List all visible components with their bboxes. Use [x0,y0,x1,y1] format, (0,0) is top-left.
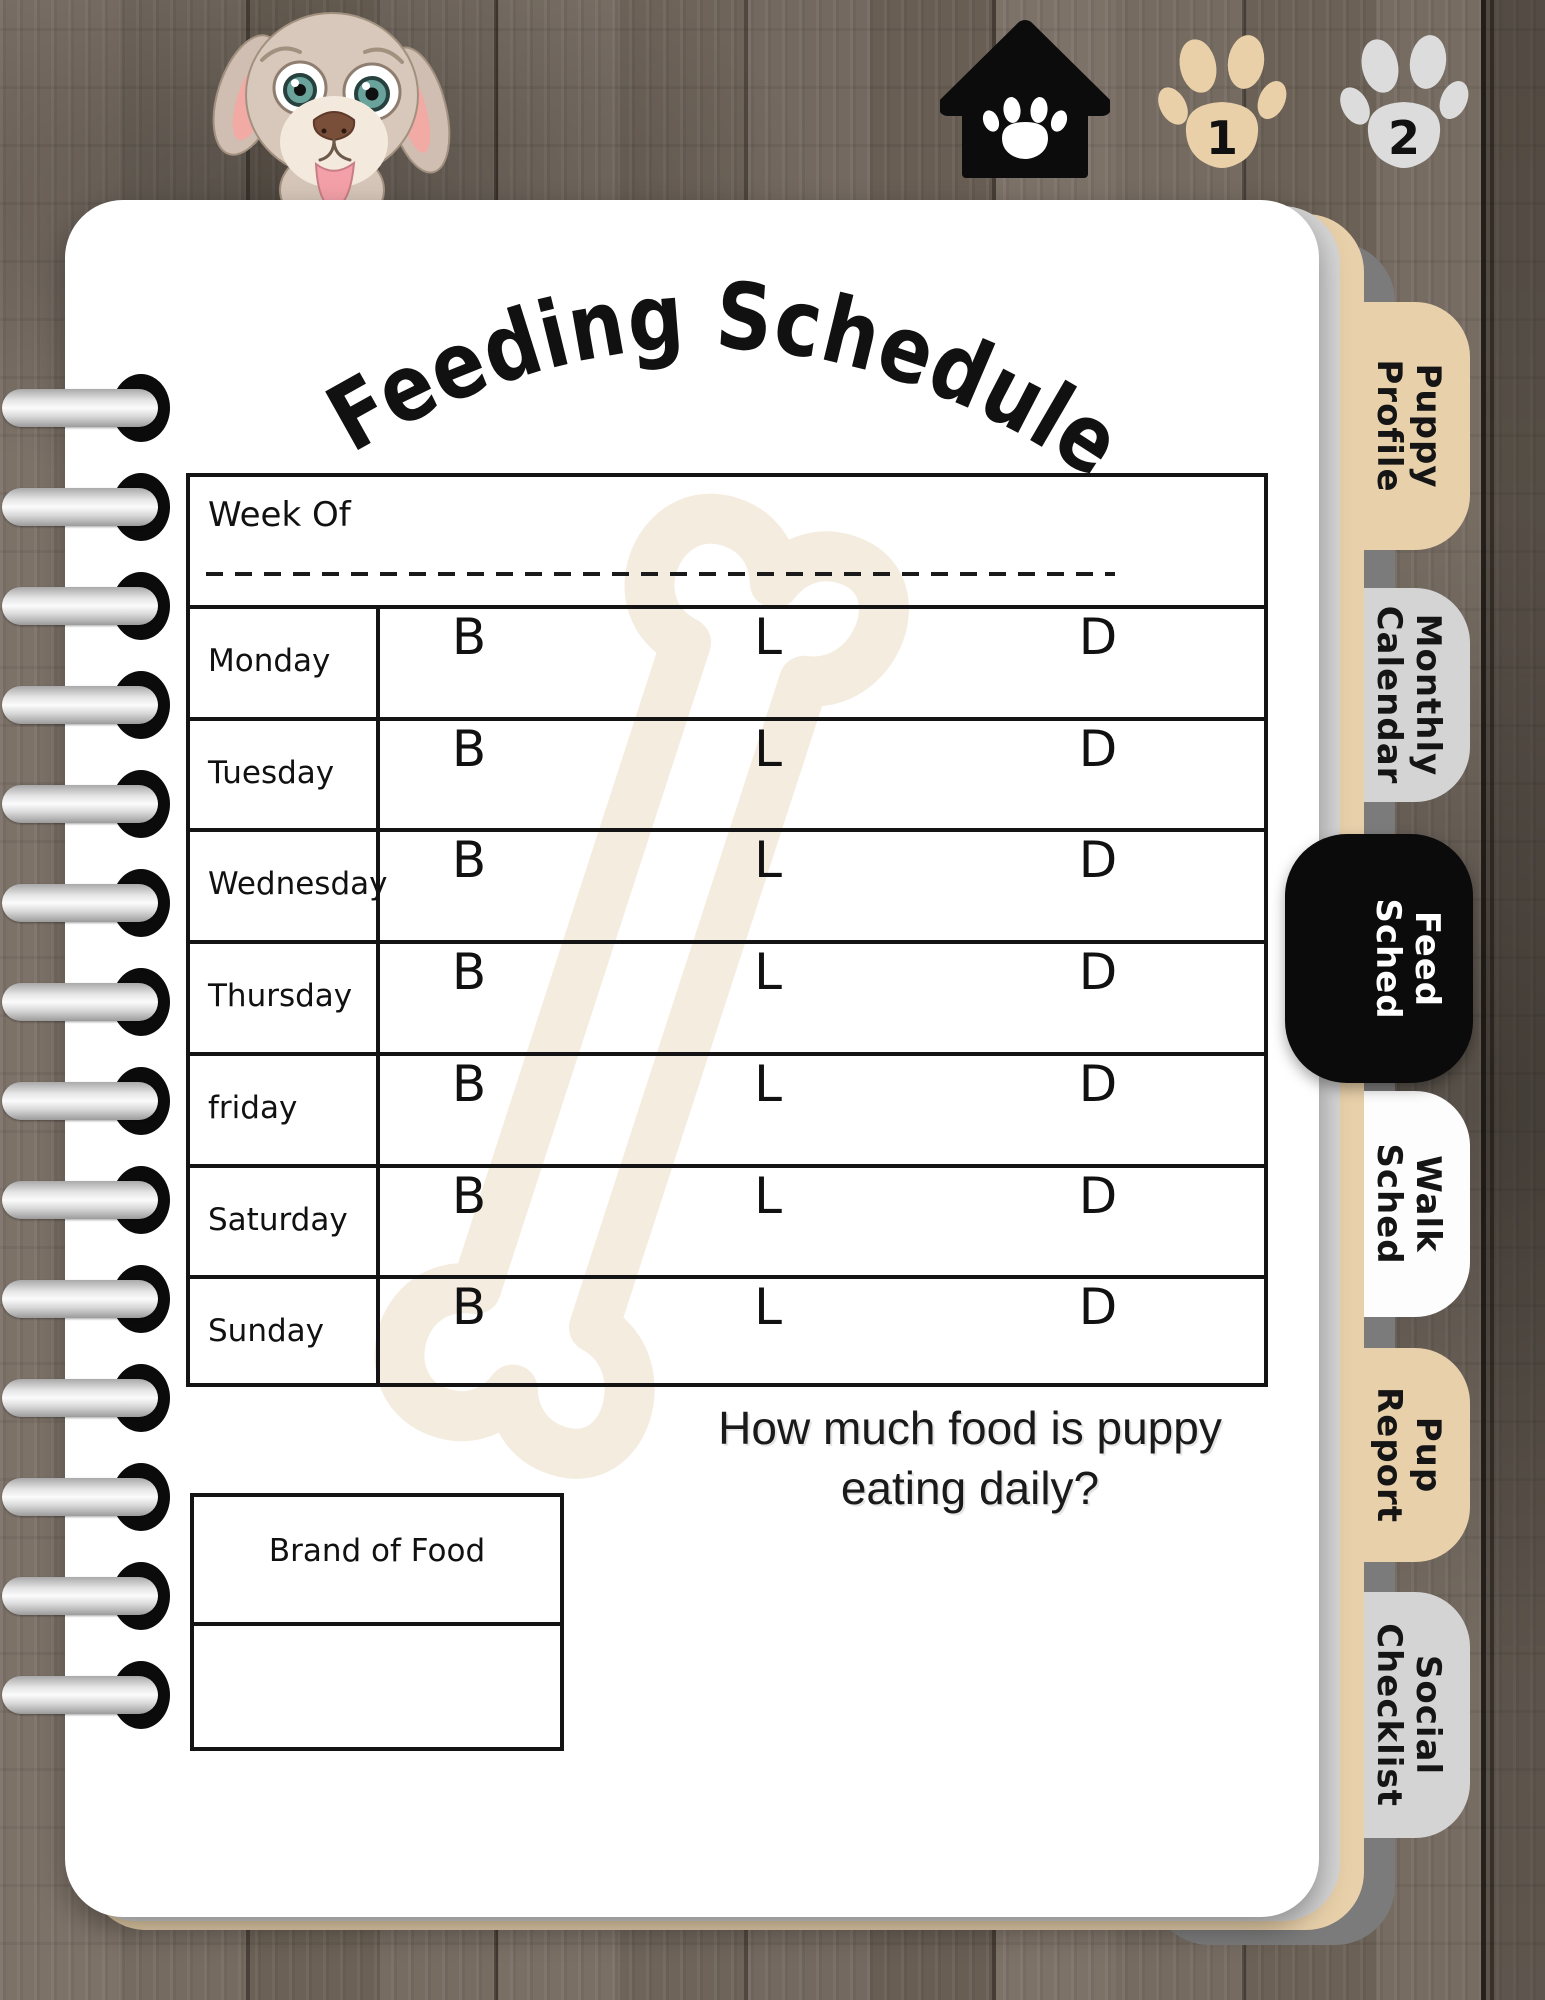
brand-of-food-label: Brand of Food [268,1533,486,1569]
meal-cell-breakfast[interactable]: B [451,1055,487,1113]
meal-cell-dinner[interactable]: D [1078,1278,1118,1336]
week-of-label: Week Of [208,495,351,535]
binding [0,669,180,741]
meal-cell-breakfast[interactable]: B [451,1167,487,1225]
binding [0,570,180,642]
paw-icon-page-1[interactable] [1158,26,1288,188]
week-of-input-line[interactable] [206,572,1115,576]
binding [0,1065,180,1137]
meal-cell-lunch[interactable]: L [754,1055,782,1113]
meal-cell-breakfast[interactable]: B [451,831,487,889]
meal-cell-lunch[interactable]: L [754,831,782,889]
meal-cell-lunch[interactable]: L [754,943,782,1001]
svg-text:Feeding Schedule: Feeding Schedule [310,261,1148,504]
tab-label: Puppy Profile [1368,359,1448,493]
meal-cell-breakfast[interactable]: B [451,720,487,778]
day-label: Tuesday [208,755,335,791]
question-text: How much food is puppy eating daily? [718,1402,1222,1514]
tab-label: Pup Report [1368,1387,1448,1523]
meal-cell-lunch[interactable]: L [754,720,782,778]
feeding-schedule-table [186,473,1268,1387]
binding [0,1461,180,1533]
meal-cell-dinner[interactable]: D [1078,608,1118,666]
page-number: 1 [1205,111,1239,165]
binding [0,1659,180,1731]
meal-cell-dinner[interactable]: D [1078,943,1118,1001]
binding [0,372,180,444]
day-label: Saturday [208,1202,348,1238]
paw-home-icon[interactable] [940,18,1110,180]
binding [0,966,180,1038]
meal-cell-lunch[interactable]: L [754,608,782,666]
meal-cell-lunch[interactable]: L [754,1167,782,1225]
meal-cell-dinner[interactable]: D [1078,831,1118,889]
binding [0,1263,180,1335]
tab-label: Monthly Calendar [1368,605,1448,785]
meal-cell-dinner[interactable]: D [1078,1055,1118,1113]
day-label: Thursday [208,978,353,1014]
brand-of-food-box [190,1493,564,1751]
binding [0,471,180,543]
meal-cell-dinner[interactable]: D [1078,1167,1118,1225]
binding [0,1362,180,1434]
binding [0,768,180,840]
meal-cell-breakfast[interactable]: B [451,943,487,1001]
meal-cell-breakfast[interactable]: B [451,1278,487,1336]
meal-cell-breakfast[interactable]: B [451,608,487,666]
binding [0,1560,180,1632]
tab-label: Social Checklist [1368,1623,1448,1807]
puppy-icon [200,0,465,215]
page-number: 2 [1387,111,1421,165]
tab-feed-sched[interactable] [1285,834,1473,1083]
binding [0,867,180,939]
paw-icon-page-2[interactable] [1340,26,1470,188]
day-label: Monday [208,643,331,679]
wood-background [1481,0,1545,2000]
day-label: Wednesday [208,866,388,902]
day-label: Sunday [208,1313,324,1349]
tab-label: Walk Sched [1368,1143,1448,1265]
binding [0,1164,180,1236]
meal-cell-dinner[interactable]: D [1078,720,1118,778]
brand-input-cell[interactable] [194,1626,560,1747]
meal-cell-lunch[interactable]: L [754,1278,782,1336]
tab-label: Feed Sched [1368,897,1448,1020]
day-label: friday [208,1090,298,1126]
